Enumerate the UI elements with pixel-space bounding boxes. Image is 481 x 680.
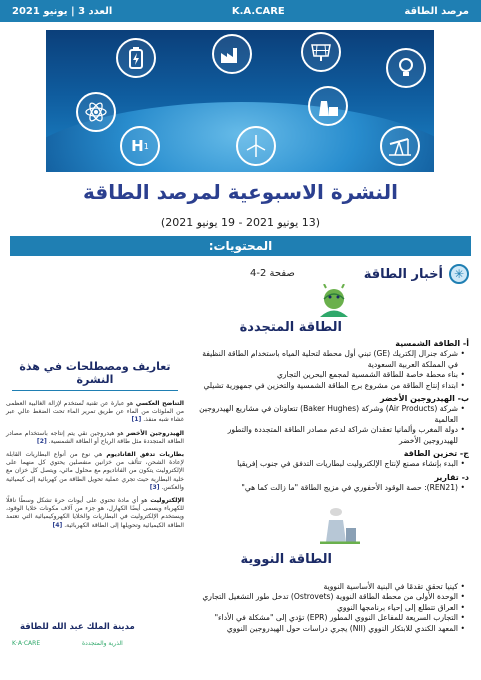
glossary-term: الإلكتروليت bbox=[150, 497, 184, 505]
glossary-definition: هو أي مادة تحتوي على أيونات حرة تشكل وسطًا ناقلًا للكهرباء ويسمى أيضًا الكهارل، هو جزء من آلاف مكونات خلايا الوقود، ويستخدم الإلكتروليت في البطاريات والخلايا الكهروكيميائية التي تعتمد الطاقة الكيميائية وتحويلها إلى الطاقة الكهربائية. bbox=[6, 497, 184, 529]
glossary-definition: هو هيدروجين نقي يتم إنتاجه باستخدام مصادر الطاقة المتجددة مثل طاقة الرياح أو الطاقة الشمسية. bbox=[6, 429, 184, 445]
solar-panel-icon bbox=[301, 32, 341, 72]
hydrogen-subscript: 1 bbox=[143, 141, 149, 151]
reports-heading: د- تقارير bbox=[434, 472, 469, 482]
list-item: • المعهد الكندي للابتكار النووي (NII) يجري دراسات حول الهيدروجين النووي bbox=[199, 624, 465, 634]
list-item: • بناء محطة خاصة للطاقة الشمسية لمجمع البحرين التجاري bbox=[199, 370, 465, 380]
date-range: (13 يونيو 2021 - 19 يونيو 2021) bbox=[160, 216, 321, 229]
glossary-term: الهيدروجين الأخضر bbox=[126, 429, 184, 437]
list-item: • كينيا تحقق تقدمًا في البنية الأساسية النووية bbox=[199, 582, 465, 592]
glossary-sidebar bbox=[0, 346, 190, 552]
glossary-entry bbox=[0, 400, 190, 425]
issue-label: العدد 3 | يونيو 2021 bbox=[12, 5, 113, 17]
list-item: • التجارب السريعة للمفاعل النووي المطور (EPR) تؤدي إلى "مشكلة في الأداء" bbox=[199, 613, 465, 623]
list-item: • العراق تتطلع إلى إحياء برنامجها النووي bbox=[199, 603, 465, 613]
energy-news-title: أخبار الطاقة bbox=[363, 266, 443, 282]
glossary-entry bbox=[0, 497, 190, 530]
top-bar bbox=[0, 0, 481, 22]
atom-icon bbox=[76, 92, 116, 132]
renewable-section-title: الطاقة المتجددة bbox=[239, 320, 342, 335]
newsletter-title: النشرة الاسبوعية لمرصد الطاقة bbox=[83, 180, 398, 204]
glossary-entry bbox=[0, 451, 190, 492]
kacare-logo bbox=[6, 616, 135, 660]
logo-tagline-en: K·A·CARE bbox=[12, 640, 41, 647]
oil-pump-icon bbox=[380, 126, 420, 166]
battery-icon bbox=[116, 38, 156, 78]
page-reference: صفحة 2-4 bbox=[250, 268, 295, 279]
banner-image bbox=[46, 30, 434, 172]
glossary-term: بطاريات تدفق الفاناديوم bbox=[106, 451, 184, 459]
light-bulb-icon bbox=[386, 48, 426, 88]
list-item: • الوحدة الأولى من محطة الطاقة النووية (Ostrovets) تدخل طور التشغيل التجاري bbox=[199, 592, 465, 602]
green-hydrogen-heading: ب- الهيدروجين الأخضر bbox=[380, 394, 469, 404]
publication-label: مرصد الطاقة bbox=[404, 5, 469, 17]
renewable-energy-icon bbox=[316, 284, 352, 318]
org-label: K.A.CARE bbox=[231, 5, 285, 17]
list-item: • شركة (Air Products) وشركة (Baker Hughes) تتعاونان في مشاريع الهيدروجين العالمية bbox=[199, 404, 465, 425]
logo-name: مدينة الملك عبد الله للطاقة bbox=[20, 622, 135, 632]
nuclear-section-title: الطاقة النووية bbox=[240, 552, 332, 567]
glossary-ref: [4] bbox=[52, 521, 63, 529]
glossary-ref: [1] bbox=[131, 416, 142, 424]
glossary-definition: هو عبارة عن تقنية تُستخدم لإزالة الغالبية العظمى من الملوثات من الماء عن طريق تمرير الماء تحت الضغط عالي عبر غشاء شبه منفذ. bbox=[6, 400, 184, 424]
glossary-title: تعاريف ومصطلحات في هذة النشرة bbox=[0, 346, 190, 395]
nuclear-news-list bbox=[199, 582, 469, 634]
contents-heading: المحتويات: bbox=[10, 236, 471, 256]
logo-tagline-ar: الذرية والمتجددة bbox=[82, 640, 123, 647]
energy-storage-heading: ج- تخزين الطاقة bbox=[403, 449, 469, 459]
list-item: • ابتداء إنتاج الطاقة من مشروع برج الطاقة الشمسية والتخزين في جمهورية تشيلي bbox=[199, 381, 465, 391]
wind-turbine-icon bbox=[236, 126, 276, 166]
globe-icon: ✳ bbox=[449, 264, 469, 284]
glossary-ref: [3] bbox=[149, 483, 160, 491]
glossary-definition: هي نوع من أنواع البطاريات القابلة لإعادة الشحن، تتألف من خزانين منفصلين يحتوي كل منهما على الإلكتروليت يتكون من الفاناديوم مع محلول مائي، ويتصل كل خزان مع خلية البطارية حيث تجري عملية تحويل الطاقة من كهربائية إلى كيميائية والعكس. bbox=[6, 451, 184, 491]
factory-icon bbox=[212, 34, 252, 74]
nuclear-plant-icon bbox=[308, 86, 348, 126]
list-item: • البدء بإنشاء مصنع لإنتاج الإلكتروليت لبطاريات التدفق في جنوب إفريقيا bbox=[199, 459, 465, 469]
list-item: • (REN21): حصة الوقود الأحفوري في مزيج الطاقة "ما زالت كما هي" bbox=[199, 483, 465, 493]
energy-news-heading bbox=[364, 264, 469, 284]
renewable-news-list bbox=[199, 336, 469, 494]
list-item: • شركة جنرال إلكتريك (GE) تبني أول محطة لتحلية المياه باستخدام الطاقة النظيفة في المملكة العربية السعودية bbox=[199, 349, 465, 370]
glossary-entry bbox=[0, 430, 190, 446]
list-item: • دولة المغرب وألمانيا تعقدان شراكة لدعم مصادر الطاقة المتجددة والتطور للهيدروجين الأخضر bbox=[199, 425, 465, 446]
nuclear-energy-icon bbox=[320, 506, 360, 544]
hydrogen-symbol: H bbox=[131, 137, 144, 155]
solar-heading: أ- الطاقة الشمسية bbox=[395, 339, 469, 348]
hydrogen-icon bbox=[120, 126, 160, 166]
glossary-term: التناضح العكسي bbox=[135, 400, 184, 407]
glossary-ref: [2] bbox=[36, 437, 47, 445]
